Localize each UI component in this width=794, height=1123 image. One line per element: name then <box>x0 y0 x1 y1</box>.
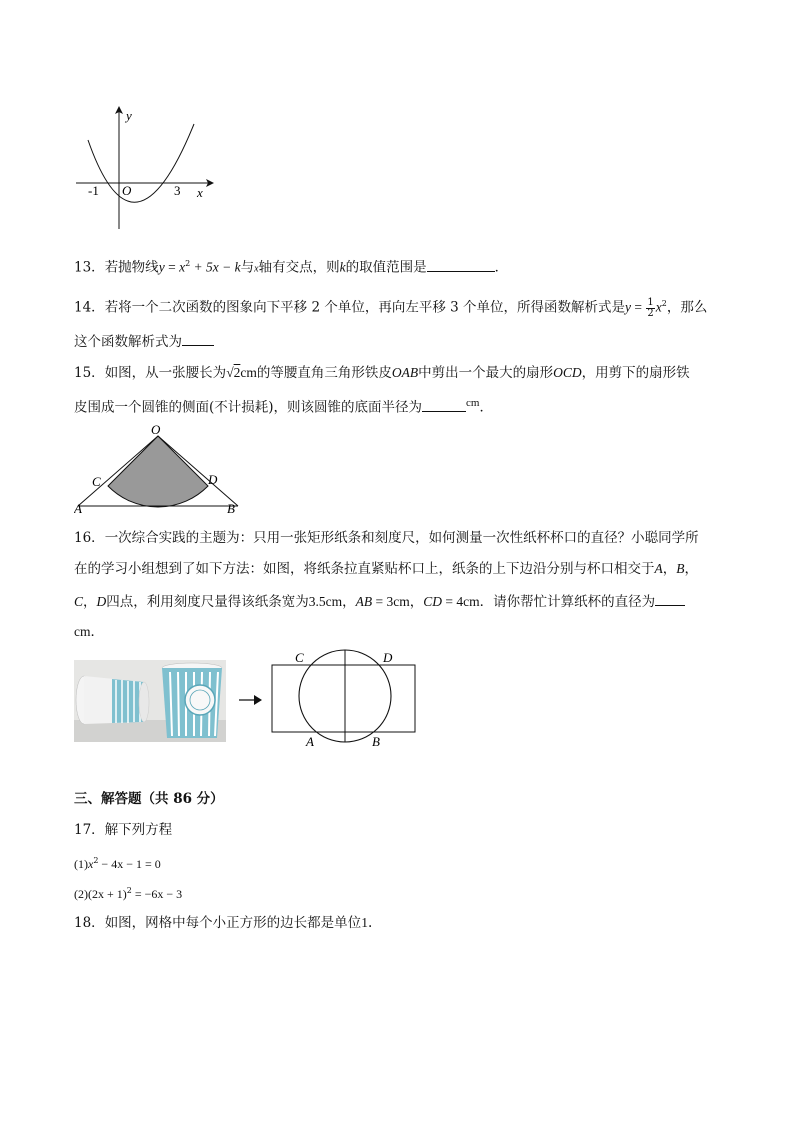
question-13 <box>74 254 508 280</box>
q17-p1-sup: 2 <box>93 856 99 865</box>
q15-sqrt-val: 2 <box>233 365 241 380</box>
q16-line1: 一次综合实践的主题为：只用一张矩形纸条和刻度尺，如何测量一次性纸杯杯口的直径？小聪同学所 <box>104 530 699 546</box>
sector-ocd <box>108 436 208 507</box>
q16-point-c: C <box>74 594 84 609</box>
q16-width-val: 3.5cm <box>308 594 343 609</box>
q14-line1-end: ，那么 <box>666 299 708 316</box>
q16-line4: cm． <box>74 624 104 639</box>
q15-sqrt: √2 <box>226 365 241 380</box>
question-17-part-1 <box>74 851 161 874</box>
q16-line3-a: 四点，利用刻度尺量得该纸条宽为 <box>106 594 309 610</box>
q14-line2: 这个函数解析式为 <box>74 334 182 350</box>
q17-p2-sup: 2 <box>126 886 132 895</box>
q17-p2-eq: (2x + 1) <box>88 887 127 901</box>
q13-text-d: 的取值范围是 <box>345 259 427 276</box>
q16-line2-a: 在的学习小组想到了如下方法：如图，将纸条拉直紧贴杯口上，纸条的上下边沿分别与杯口相交于 <box>74 561 655 577</box>
q17-p1-rest: − 4x − 1 = 0 <box>98 857 161 871</box>
q15-ocd: OCD <box>553 365 582 380</box>
q15-line1-b: 的等腰直角三角形铁皮 <box>256 365 392 381</box>
q16-cd-eq: CD <box>423 594 443 609</box>
strip-a-label: A <box>306 734 314 749</box>
y-axis-label: y <box>126 108 132 123</box>
q15-line1-a: 如图，从一张腰长为 <box>104 365 227 381</box>
q14-eq-x: x <box>655 299 662 315</box>
question-17 <box>74 820 172 840</box>
q16-comma-3: ， <box>83 594 97 610</box>
origin-label: O <box>122 183 132 198</box>
q13-k: k <box>339 259 346 275</box>
q13-eq-rest: + 5x − k <box>190 259 241 275</box>
q13-axis-x: x <box>254 263 259 275</box>
q15-line2-end: ． <box>479 399 493 416</box>
x-axis-label: x <box>197 185 203 200</box>
sector-figure <box>74 420 244 516</box>
q17-p1-x: x <box>88 857 94 871</box>
q17-p2-label: (2) <box>74 887 88 901</box>
q18-text: 如图，网格中每个小正方形的边长都是单位 <box>104 915 362 931</box>
q13-end: ． <box>494 259 509 276</box>
q13-eq-y: y <box>158 259 165 275</box>
strip-c-label: C <box>295 650 304 665</box>
q16-line3-b: ．请你帮忙计算纸杯的直径为 <box>479 594 656 610</box>
q13-number: 13． <box>74 259 105 276</box>
q14-eq-y: y <box>625 299 632 315</box>
q16-comma-2: ， <box>684 561 698 577</box>
question-17-part-2 <box>74 881 182 904</box>
q15-line2-unit: cm <box>466 397 480 409</box>
q15-answer-blank[interactable] <box>422 397 466 412</box>
q17-title: 解下列方程 <box>104 822 173 838</box>
question-15-line-1 <box>74 363 690 383</box>
q17-p1-label: (1) <box>74 857 88 871</box>
q16-ab-val: = 3cm <box>372 594 410 609</box>
point-d-label: D <box>208 472 218 487</box>
root-left-label: -1 <box>88 183 99 198</box>
q16-point-b: B <box>676 561 685 576</box>
parabola-figure <box>74 104 224 236</box>
paper-strip <box>272 665 415 732</box>
q13-text-b: 与 <box>240 259 255 276</box>
q14-frac-num: 1 <box>647 296 654 308</box>
question-15-line-2 <box>74 393 493 418</box>
question-18 <box>74 913 372 933</box>
q15-number: 15． <box>74 365 105 381</box>
section-3-heading: 三、解答题（共 86 分） <box>74 791 224 807</box>
q16-comma-4: ， <box>342 594 356 610</box>
q18-number: 18． <box>74 915 105 931</box>
strip-b-label: B <box>372 734 380 749</box>
q14-frac-den: 2 <box>647 307 654 319</box>
q16-point-a: A <box>654 561 663 576</box>
q16-ab-eq: AB <box>355 594 373 609</box>
q14-number: 14． <box>74 299 105 316</box>
q16-comma-5: ， <box>409 594 424 610</box>
q16-comma-1: ， <box>662 561 677 577</box>
q15-line1-c: 中剪出一个最大的扇形 <box>418 365 554 381</box>
q17-number: 17． <box>74 822 105 838</box>
q15-oab: OAB <box>391 365 419 380</box>
q14-fraction <box>646 298 654 319</box>
question-16-line-1 <box>74 528 699 548</box>
q14-line1: 若将一个二次函数的图象向下平移 2 个单位，再向左平移 3 个单位，所得函数解析式是 <box>104 299 626 316</box>
q14-eq-sup: 2 <box>661 299 667 308</box>
q16-number: 16． <box>74 530 105 546</box>
q14-answer-blank[interactable] <box>182 331 214 346</box>
root-right-label: 3 <box>174 183 181 198</box>
cup-strip-figure <box>270 648 420 750</box>
q18-end: . <box>367 915 373 931</box>
question-16-line-2 <box>74 559 698 579</box>
question-16-line-4 <box>74 622 104 642</box>
strip-d-label: D <box>383 650 393 665</box>
point-b-label: B <box>227 501 235 516</box>
q14-eq-eq: = <box>631 299 646 315</box>
q13-text-c: 轴有交点，则 <box>258 259 340 276</box>
q16-point-d: D <box>96 594 107 609</box>
q16-cd-val: = 4cm <box>442 594 480 609</box>
point-c-label: C <box>92 474 101 489</box>
q13-answer-blank[interactable] <box>427 257 495 272</box>
q15-line2-a: 皮围成一个圆锥的侧面(不计损耗)，则该圆锥的底面半径为 <box>74 399 423 416</box>
q15-unit: cm <box>240 365 257 380</box>
point-o-label: O <box>151 422 161 437</box>
q18-unit-val: 1 <box>361 915 368 930</box>
q15-line1-d: ，用剪下的扇形铁 <box>581 365 690 381</box>
q13-eq-x: x <box>179 259 186 275</box>
q13-eq-sup: 2 <box>185 259 191 268</box>
q13-eq-eq: = <box>164 259 180 275</box>
right-arrow-icon <box>238 693 264 707</box>
q13-text-a: 若抛物线 <box>104 259 159 276</box>
q16-answer-blank[interactable] <box>655 591 685 606</box>
q17-p2-rest: = −6x − 3 <box>131 887 183 901</box>
paper-cups-photo <box>74 660 226 742</box>
point-a-label: A <box>74 501 82 516</box>
question-16-line-3 <box>74 591 685 612</box>
question-14-line-1 <box>74 294 707 319</box>
question-14-line-2 <box>74 331 214 352</box>
